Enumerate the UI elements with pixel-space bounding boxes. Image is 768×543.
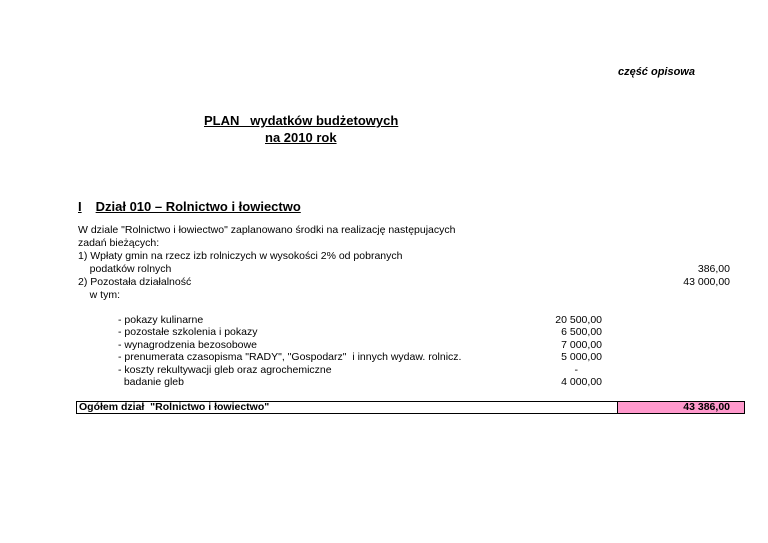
- item-1-value: 386,00: [697, 263, 730, 275]
- sub-item-value: 6 500,00: [561, 326, 602, 338]
- description-line: 1) Wpłaty gmin na rzecz izb rolniczych w wysokości 2% od pobranych: [78, 250, 403, 262]
- total-row: [76, 401, 745, 414]
- item-2-value: 43 000,00: [683, 276, 730, 288]
- section-heading: [78, 199, 301, 214]
- sub-item-value: 5 000,00: [561, 351, 602, 363]
- sub-item-label: badanie gleb: [118, 376, 184, 388]
- description-line: 2) Pozostała działalność: [78, 276, 192, 288]
- description-line: podatków rolnych: [78, 263, 172, 275]
- sub-item-label: - prenumerata czasopisma "RADY", "Gospodarz" i innych wydaw. rolnicz.: [118, 351, 462, 363]
- sub-item-label: - pozostałe szkolenia i pokazy: [118, 326, 258, 338]
- sub-item-label: - pokazy kulinarne: [118, 314, 204, 326]
- total-label: Ogółem dział "Rolnictwo i łowiectwo": [77, 402, 618, 413]
- sub-item-label: - koszty rekultywacji gleb oraz agrochemiczne: [118, 364, 332, 376]
- sub-item-value: -: [574, 364, 578, 376]
- page-title: PLAN wydatków budżetowych: [204, 113, 399, 128]
- description-line: zadań bieżących:: [78, 237, 160, 249]
- page-subtitle: na 2010 rok: [265, 130, 337, 145]
- description-line: w tym:: [78, 289, 120, 301]
- sub-item-value: 7 000,00: [561, 339, 602, 351]
- sub-item-value: 4 000,00: [561, 376, 602, 388]
- total-value: 43 386,00: [618, 402, 744, 413]
- section-name: Dział 010 – Rolnictwo i łowiectwo: [95, 199, 301, 214]
- document-type-label: część opisowa: [617, 66, 695, 78]
- sub-item-label: - wynagrodzenia bezosobowe: [118, 339, 257, 351]
- sub-item-value: 20 500,00: [555, 314, 602, 326]
- description-line: W dziale "Rolnictwo i łowiectwo" zaplanowano środki na realizację następujacych: [78, 224, 456, 236]
- section-number: I: [78, 199, 82, 214]
